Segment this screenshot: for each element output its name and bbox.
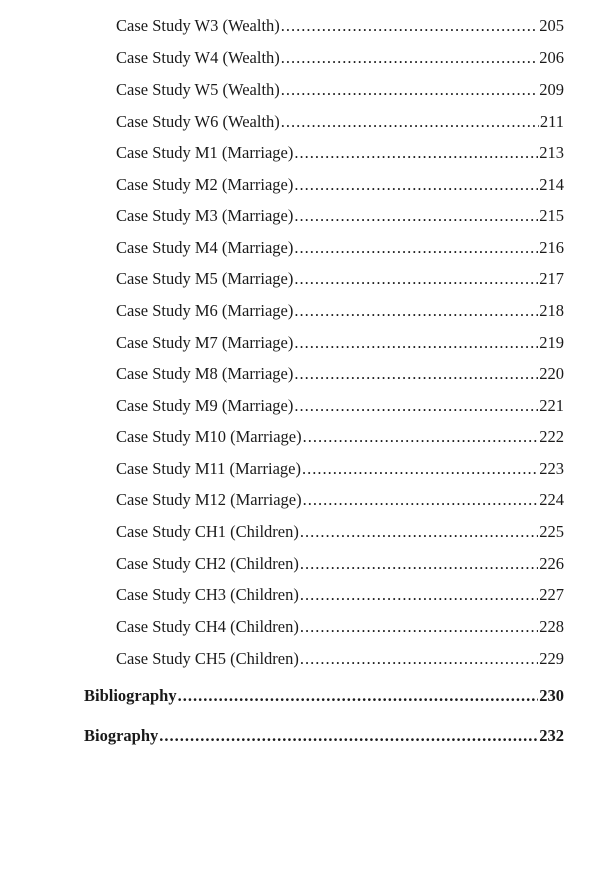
toc-entry-title: Case Study M10 (Marriage) <box>116 427 302 446</box>
toc-entry-title: Case Study W3 (Wealth) <box>116 16 280 35</box>
toc-entry <box>116 585 564 605</box>
toc-section-bibliography <box>84 686 564 706</box>
toc-entry <box>116 48 564 68</box>
toc-entry-page: 216 <box>539 238 564 257</box>
toc-entry <box>116 238 564 258</box>
toc-entry-page: 225 <box>539 522 564 541</box>
dot-leader <box>300 522 538 542</box>
dot-leader <box>294 206 538 226</box>
toc-entry-page: 214 <box>539 175 564 194</box>
toc-entry-page: 215 <box>539 206 564 225</box>
toc-entry-title: Case Study M2 (Marriage) <box>116 175 294 194</box>
toc-entry-title: Case Study W6 (Wealth) <box>116 112 280 131</box>
dot-leader <box>300 585 538 605</box>
dot-leader <box>300 649 538 669</box>
toc-entry-title: Case Study M9 (Marriage) <box>116 396 294 415</box>
toc-section-biography <box>84 726 564 746</box>
toc-entry-title: Case Study CH2 (Children) <box>116 554 299 573</box>
dot-leader <box>281 80 538 100</box>
toc-entry-title: Case Study M8 (Marriage) <box>116 364 294 383</box>
toc-entry-title: Case Study CH3 (Children) <box>116 585 299 604</box>
toc-section-title: Bibliography <box>84 686 177 705</box>
toc-entry <box>116 364 564 384</box>
toc-entry <box>116 16 564 36</box>
toc-entry <box>116 143 564 163</box>
toc-entry <box>116 301 564 321</box>
toc-entry <box>116 490 564 510</box>
toc-entry-page: 220 <box>539 364 564 383</box>
toc-entry <box>116 206 564 226</box>
toc-entry <box>116 396 564 416</box>
toc-entry-title: Case Study M4 (Marriage) <box>116 238 294 257</box>
dot-leader <box>294 269 538 289</box>
toc-entry <box>116 554 564 574</box>
dot-leader <box>294 333 538 353</box>
toc-entry-page: 222 <box>539 427 564 446</box>
toc-entry-title: Case Study M7 (Marriage) <box>116 333 294 352</box>
toc-entry-title: Case Study M3 (Marriage) <box>116 206 294 225</box>
dot-leader <box>281 16 538 36</box>
dot-leader <box>303 490 539 510</box>
toc-entry-page: 209 <box>539 80 564 99</box>
dot-leader <box>294 301 538 321</box>
toc-entry-page: 226 <box>539 554 564 573</box>
toc-entry-page: 206 <box>539 48 564 67</box>
toc-entry <box>116 649 564 669</box>
dot-leader <box>294 364 538 384</box>
dot-leader <box>294 238 538 258</box>
toc-entry-page: 219 <box>539 333 564 352</box>
toc-entry-page: 228 <box>539 617 564 636</box>
dot-leader <box>294 396 538 416</box>
toc-entry-title: Case Study M6 (Marriage) <box>116 301 294 320</box>
toc-section-page: 232 <box>539 726 564 745</box>
toc-entry-title: Case Study W5 (Wealth) <box>116 80 280 99</box>
toc-entry-page: 205 <box>539 16 564 35</box>
toc-entry-title: Case Study CH5 (Children) <box>116 649 299 668</box>
toc-entry <box>116 112 564 132</box>
toc-entry <box>116 427 564 447</box>
toc-entry <box>116 617 564 637</box>
toc-entry-page: 229 <box>539 649 564 668</box>
toc-entry-title: Case Study M11 (Marriage) <box>116 459 301 478</box>
toc-entry-title: Case Study CH1 (Children) <box>116 522 299 541</box>
dot-leader <box>281 48 538 68</box>
toc-entry-title: Case Study CH4 (Children) <box>116 617 299 636</box>
toc-entry-title: Case Study M12 (Marriage) <box>116 490 302 509</box>
toc-entry-title: Case Study M1 (Marriage) <box>116 143 294 162</box>
toc-entry-title: Case Study W4 (Wealth) <box>116 48 280 67</box>
toc-entry <box>116 522 564 542</box>
dot-leader <box>294 143 538 163</box>
toc-entry <box>116 175 564 195</box>
toc-section-title: Biography <box>84 726 159 745</box>
toc-section-page: 230 <box>539 686 564 705</box>
toc-entry-page: 211 <box>539 112 564 131</box>
toc-entry-page: 223 <box>539 459 564 478</box>
dot-leader <box>300 617 538 637</box>
toc-entry <box>116 333 564 353</box>
toc-entry-page: 213 <box>539 143 564 162</box>
toc-entry <box>116 80 564 100</box>
toc-entry-title: Case Study M5 (Marriage) <box>116 269 294 288</box>
toc-entry <box>116 269 564 289</box>
toc-entry-page: 224 <box>539 490 564 509</box>
toc-entry-page: 218 <box>539 301 564 320</box>
toc-entry-page: 227 <box>539 585 564 604</box>
toc-entry-page: 217 <box>539 269 564 288</box>
dot-leader <box>178 686 539 706</box>
dot-leader <box>281 112 539 132</box>
dot-leader <box>300 554 538 574</box>
dot-leader <box>302 459 538 479</box>
dot-leader <box>303 427 539 447</box>
toc-entry <box>116 459 564 479</box>
toc-entry-page: 221 <box>539 396 564 415</box>
dot-leader <box>159 726 538 746</box>
dot-leader <box>294 175 538 195</box>
